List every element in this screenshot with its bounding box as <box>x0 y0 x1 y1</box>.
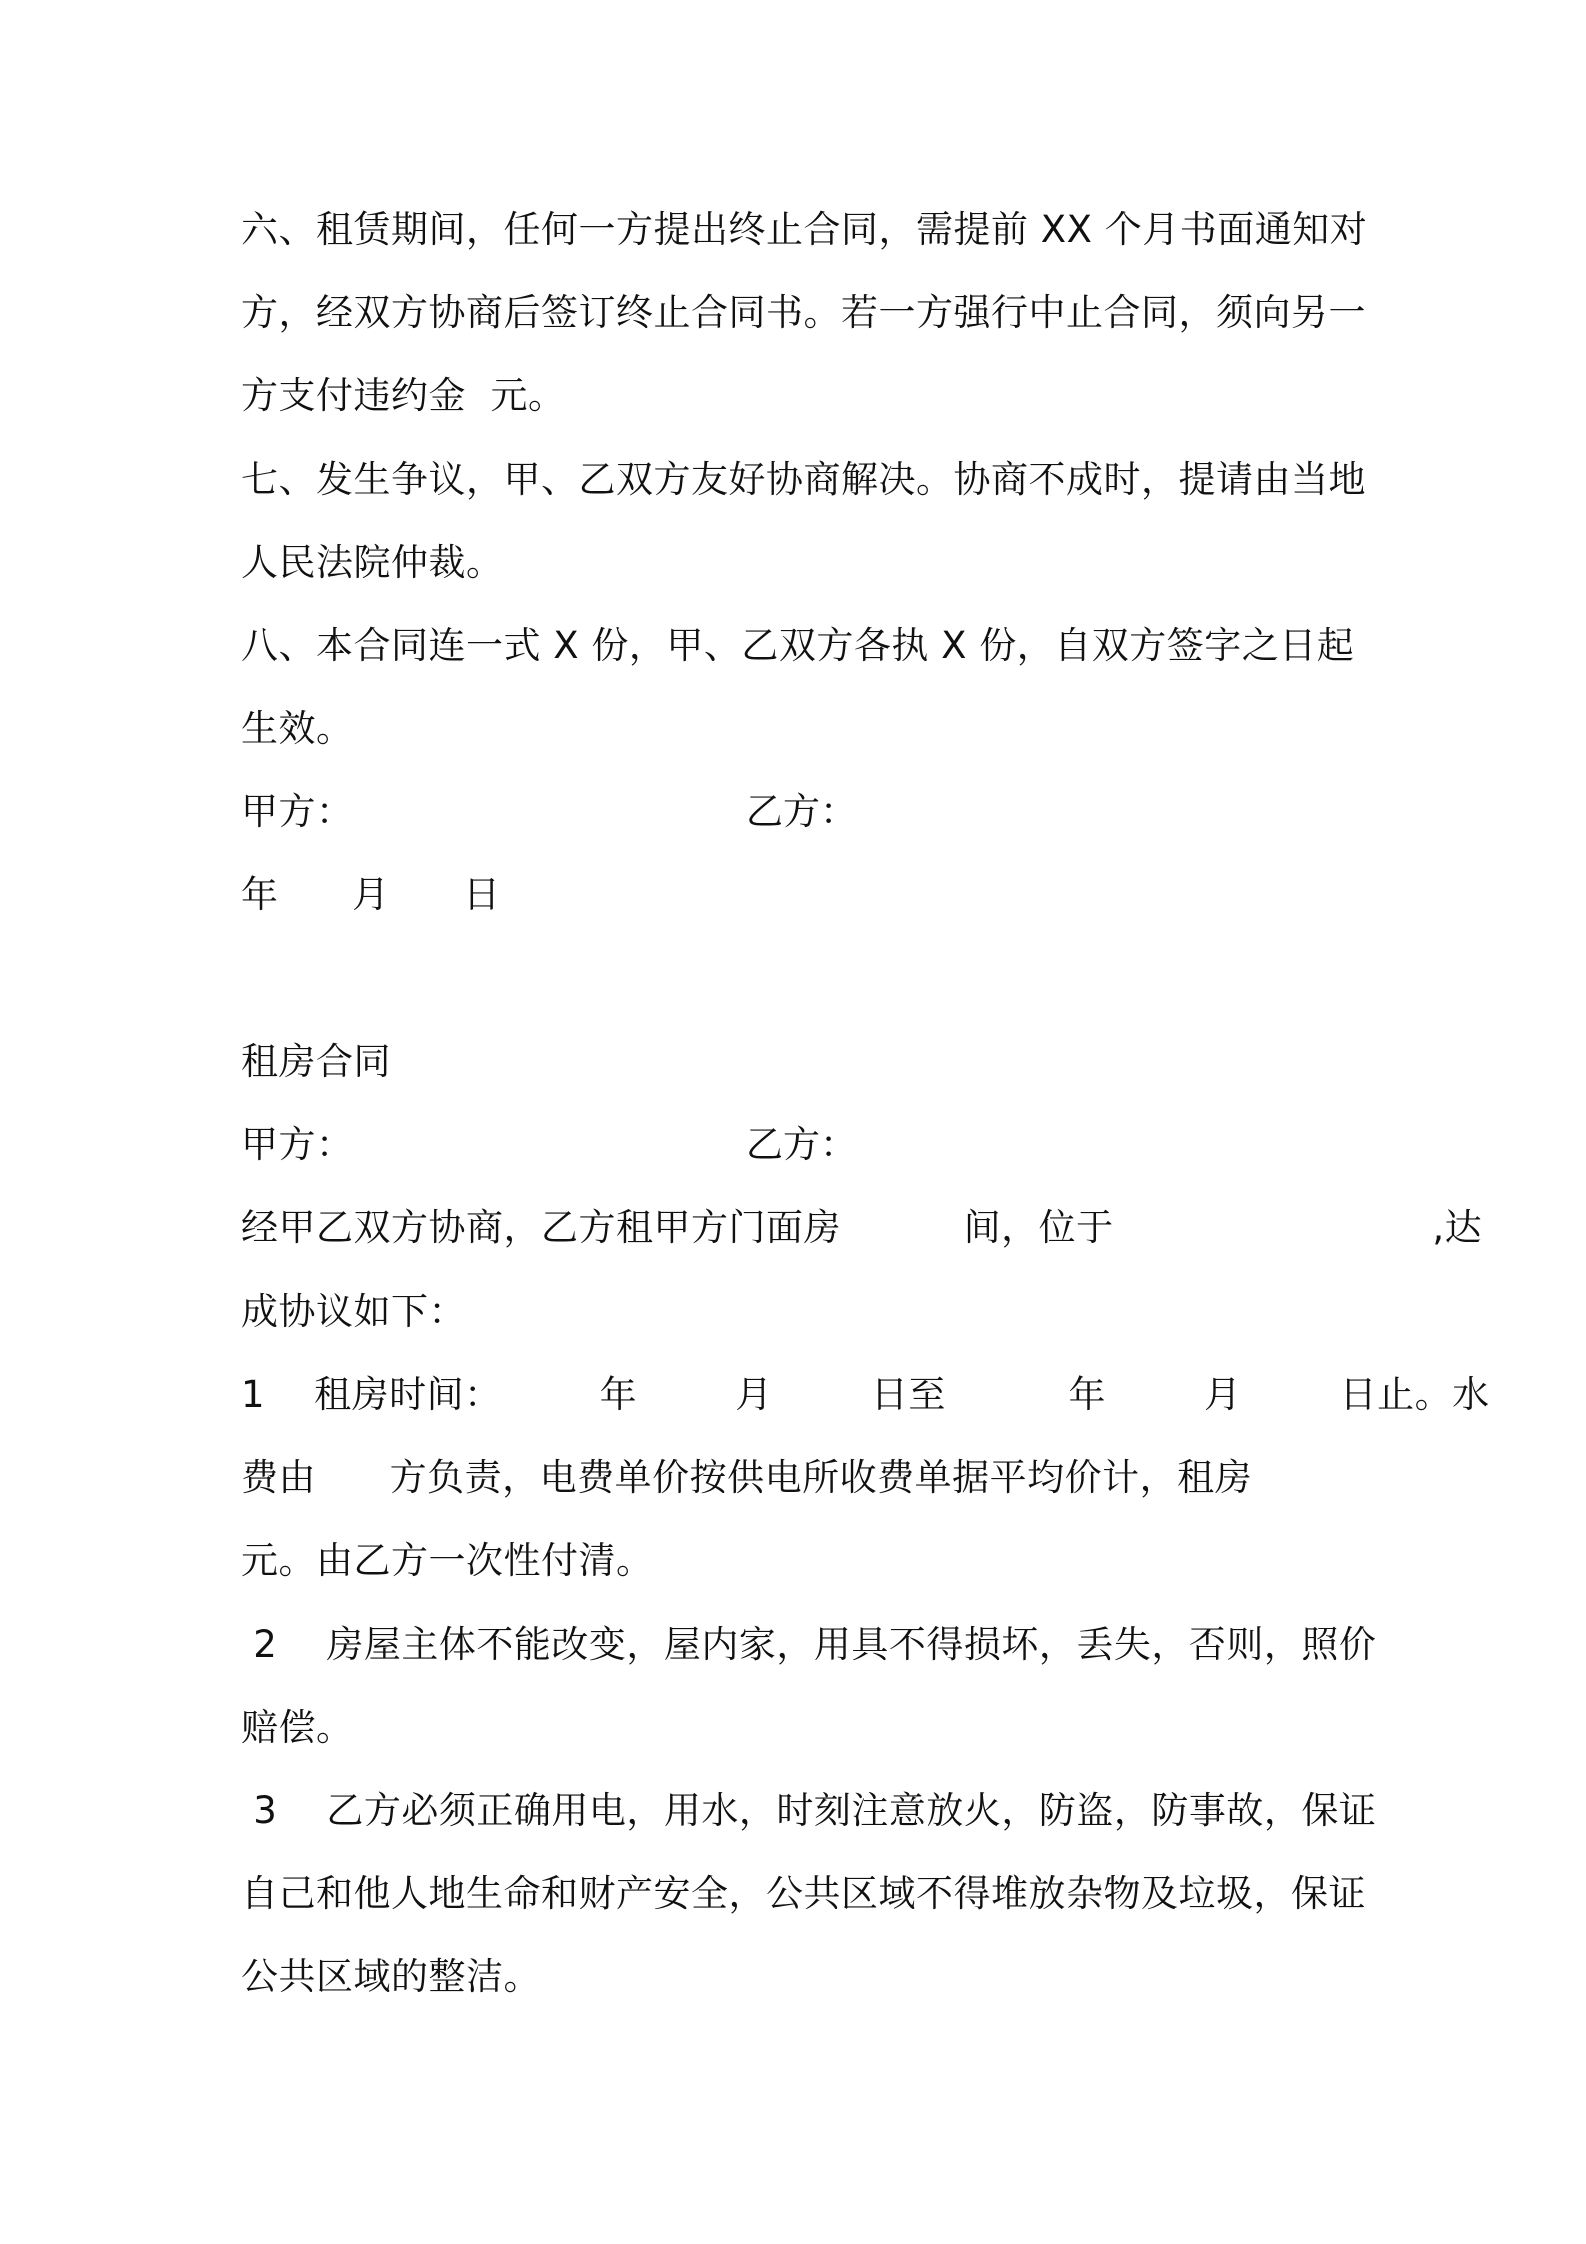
item-3-line-3: 公共区域的整洁。 <box>241 1955 541 1998</box>
item-2-line-2: 赔偿。 <box>241 1706 354 1749</box>
clause-8-line-1: 八、本合同连一式 X 份，甲、乙双方各执 X 份，自双方签字之日起 <box>241 624 1355 667</box>
item-1-line-1: 1 租房时间： 年 月 日至 年 月 日止。水 <box>241 1373 1490 1416</box>
signature-date-line: 年 月 日 <box>241 873 501 916</box>
clause-6-line-1: 六、租赁期间，任何一方提出终止合同，需提前 XX 个月书面通知对 <box>241 208 1368 251</box>
item-3-line-1: 3 乙方必须正确用电，用水，时刻注意放火，防盗，防事故，保证 <box>241 1789 1377 1832</box>
party-a-label: 甲方： <box>241 1123 354 1166</box>
item-3-line-2: 自己和他人地生命和财产安全，公共区域不得堆放杂物及垃圾，保证 <box>241 1872 1366 1915</box>
intro-line-2: 成协议如下： <box>241 1290 466 1333</box>
party-b-label: 乙方： <box>746 1123 857 1166</box>
clause-8-line-2: 生效。 <box>241 707 354 750</box>
party-a-signature-label: 甲方： <box>241 790 354 833</box>
clause-6-line-2: 方，经双方协商后签订终止合同书。若一方强行中止合同，须向另一 <box>241 291 1366 334</box>
clause-6-line-3: 方支付违约金 元。 <box>241 374 566 417</box>
item-2-line-1: 2 房屋主体不能改变，屋内家，用具不得损坏，丢失，否则，照价 <box>241 1623 1377 1666</box>
party-b-signature-label: 乙方： <box>746 790 857 833</box>
item-1-line-2: 费由 方负责，电费单价按供电所收费单据平均价计，租房 <box>241 1456 1253 1499</box>
clause-7-line-1: 七、发生争议，甲、乙双方友好协商解决。协商不成时，提请由当地 <box>241 458 1366 501</box>
clause-7-line-2: 人民法院仲裁。 <box>241 541 504 584</box>
contract-title: 租房合同 <box>241 1040 391 1083</box>
item-1-line-3: 元。由乙方一次性付清。 <box>241 1539 654 1582</box>
intro-line-1: 经甲乙双方协商，乙方租甲方门面房 间，位于 ,达 <box>241 1206 1483 1249</box>
